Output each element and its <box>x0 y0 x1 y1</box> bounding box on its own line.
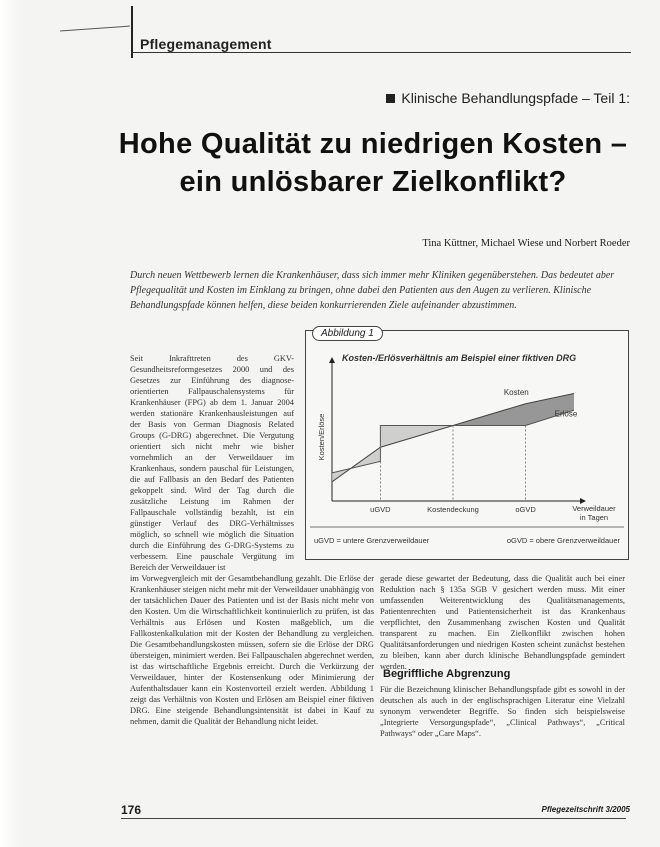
x-axis-label-unit: in Tagen <box>579 513 609 522</box>
footnote-right: oGVD = obere Grenzverweildauer <box>506 536 620 545</box>
chart <box>306 331 628 559</box>
body-paragraph: gerade diese gewartet der Bedeutung, dass die Qualität auch bei einer Reduktion nach § 135a SGB V gesichert werden muss. Mit einer umfassenden Weiterentwicklung des Qualitätsmanagements, Patientenrechten und Patientensicherheit ist das Krankenhaus verpflichtet, den Zusammenhang zwischen Kosten und Qualität transparent zu machen. Ein Zielkonflikt zwischen hohen Qualitätsanforderungen und niedrigen Kosten scheint zunächst bestehen zu bleiben, kann aber durch klinische Behandlungspfade gemindert werden. <box>380 574 625 671</box>
body-column-right <box>380 573 625 672</box>
body-column-left-lower <box>130 573 374 727</box>
header-line <box>131 52 631 53</box>
series-label-erloese: Erlöse <box>554 409 578 419</box>
x-tick-label: uGVD <box>370 505 391 514</box>
header-decoration <box>60 26 130 32</box>
header-bar <box>131 6 133 58</box>
page-number: 176 <box>121 803 142 817</box>
title-line-1: Hohe Qualität zu niedrigen Kosten – <box>118 128 628 160</box>
y-axis-arrow-icon <box>329 357 335 363</box>
area-cost-excess <box>380 393 574 425</box>
figure <box>305 330 629 560</box>
article-title <box>118 125 628 201</box>
y-axis-label: Kosten/Erlöse <box>317 413 326 461</box>
figure-tab: Abbildung 1 <box>312 326 383 341</box>
body-column-right-lower <box>380 684 625 739</box>
subheading: Begriffliche Abgrenzung <box>383 668 511 680</box>
x-axis-label: Verweildauer <box>572 504 616 513</box>
series-label: Klinische Behandlungspfade – Teil 1: <box>401 90 630 106</box>
footer-line <box>121 818 626 819</box>
scan-shadow-left <box>0 0 22 847</box>
series-heading <box>386 90 630 106</box>
body-paragraph: Seit Inkrafttreten des GKV-Gesundheitsreformgesetzes 2000 und des Gesetzes zur Einführung des diagnose-orientierten Fallpauschalensystems für Krankenhäuser (FPG) ab dem 1. Januar 2004 werden stationäre Krankenhausleistungen auf der Basis von German Diagnosis Related Groups (G-DRG) abgerechnet. Die Vergutung orientiert sich nicht mehr wie bisher vornehmlich an der Verweildauer im Krankenhaus, sondern pauschal für Leistungen, die auf Fallbasis an den Bedarf des Patienten gekoppelt sind. Wird der Tag durch die zusätzliche Leistung im Rahmen der Fallpauschale vollständig bezahlt, ist ein günstiger Verlauf des DRG-Verhältnisses möglich, so schnell wie möglich die Situation durch die Einführung des G-DRG-Systems zu verbessern. Eine pauschale Vergütung im Bereich der Verweildauer ist <box>130 354 294 572</box>
x-tick-label: oGVD <box>515 505 536 514</box>
x-tick-label: Kostendeckung <box>427 505 479 514</box>
abstract: Durch neuen Wettbewerb lernen die Krankenhäuser, dass sich immer mehr Kliniken gegenüberstehen. Das bedeutet aber Pflegequalität und Kosten im Einklang zu bringen, ohne dabei den Patienten aus den Augen zu verlieren. Klinische Behandlungspfade können helfen, diese beiden konkurrierenden Ziele aufeinander abzustimmen. <box>130 270 615 311</box>
authors: Tina Küttner, Michael Wiese und Norbert Roeder <box>422 238 630 249</box>
section-heading: Pflegemanagement <box>140 36 272 52</box>
body-paragraph: im Vorwegvergleich mit der Gesamtbehandlung gezahlt. Die Erlöse der Krankenhäuser steigen nicht mehr mit der Verweildauer unabhängig von der tatsächlichen Dauer des Patienten und ist der Basis nicht mehr von den Kosten. Um die Wirtschaftlichkeit kontinuierlich zu prüfen, ist das Verhältnis aus Erlösen und Kosten maßgeblich, um die Fallkostenkalkulation mit der Kosten der Behandlung zu vergleichen. Die Gesamtbehandlungskosten müssen, sofern sie die Erlöse der DRG übersteigen, minimiert werden. Bei Fallpauschalen abgerechnet werden, ist das wirtschaftliche Ergebnis erreicht. Durch die Verkürzung der Verweildauer, hinter der Kostensenkung oder Minimierung der Aufenthaltsdauer kann ein Kostenvorteil erzielt werden. Abbildung 1 zeigt das Verhältnis von Kosten und Erlösen am Beispiel einer fiktiven DRG. Eine steigende Behandlungsintensität ist dabei in Kauf zu nehmen, damit die Qualität der Behandlung nicht leidet. <box>130 574 374 726</box>
magazine-name: Pflegezeitschrift 3/2005 <box>541 805 630 814</box>
square-bullet-icon <box>386 94 395 103</box>
body-column-left <box>130 353 294 573</box>
title-line-2: ein unlösbarer Zielkonflikt? <box>179 166 567 198</box>
footnote-left: uGVD = untere Grenzverweildauer <box>314 536 430 545</box>
series-label-kosten: Kosten <box>503 387 529 397</box>
body-paragraph: Für die Bezeichnung klinischer Behandlungspfade gibt es sowohl in der deutschen als auch in der englischsprachigen Literatur eine Vielzahl synonym verwendeter Begriffe. So finden sich beispielsweise „Integrierte Versorgungspfade“, „Clinical Pathways“, „Critical Pathways“ oder „Care Maps“. <box>380 685 625 738</box>
chart-title: Kosten-/Erlösverhältnis am Beispiel einer fiktiven DRG <box>342 353 577 363</box>
